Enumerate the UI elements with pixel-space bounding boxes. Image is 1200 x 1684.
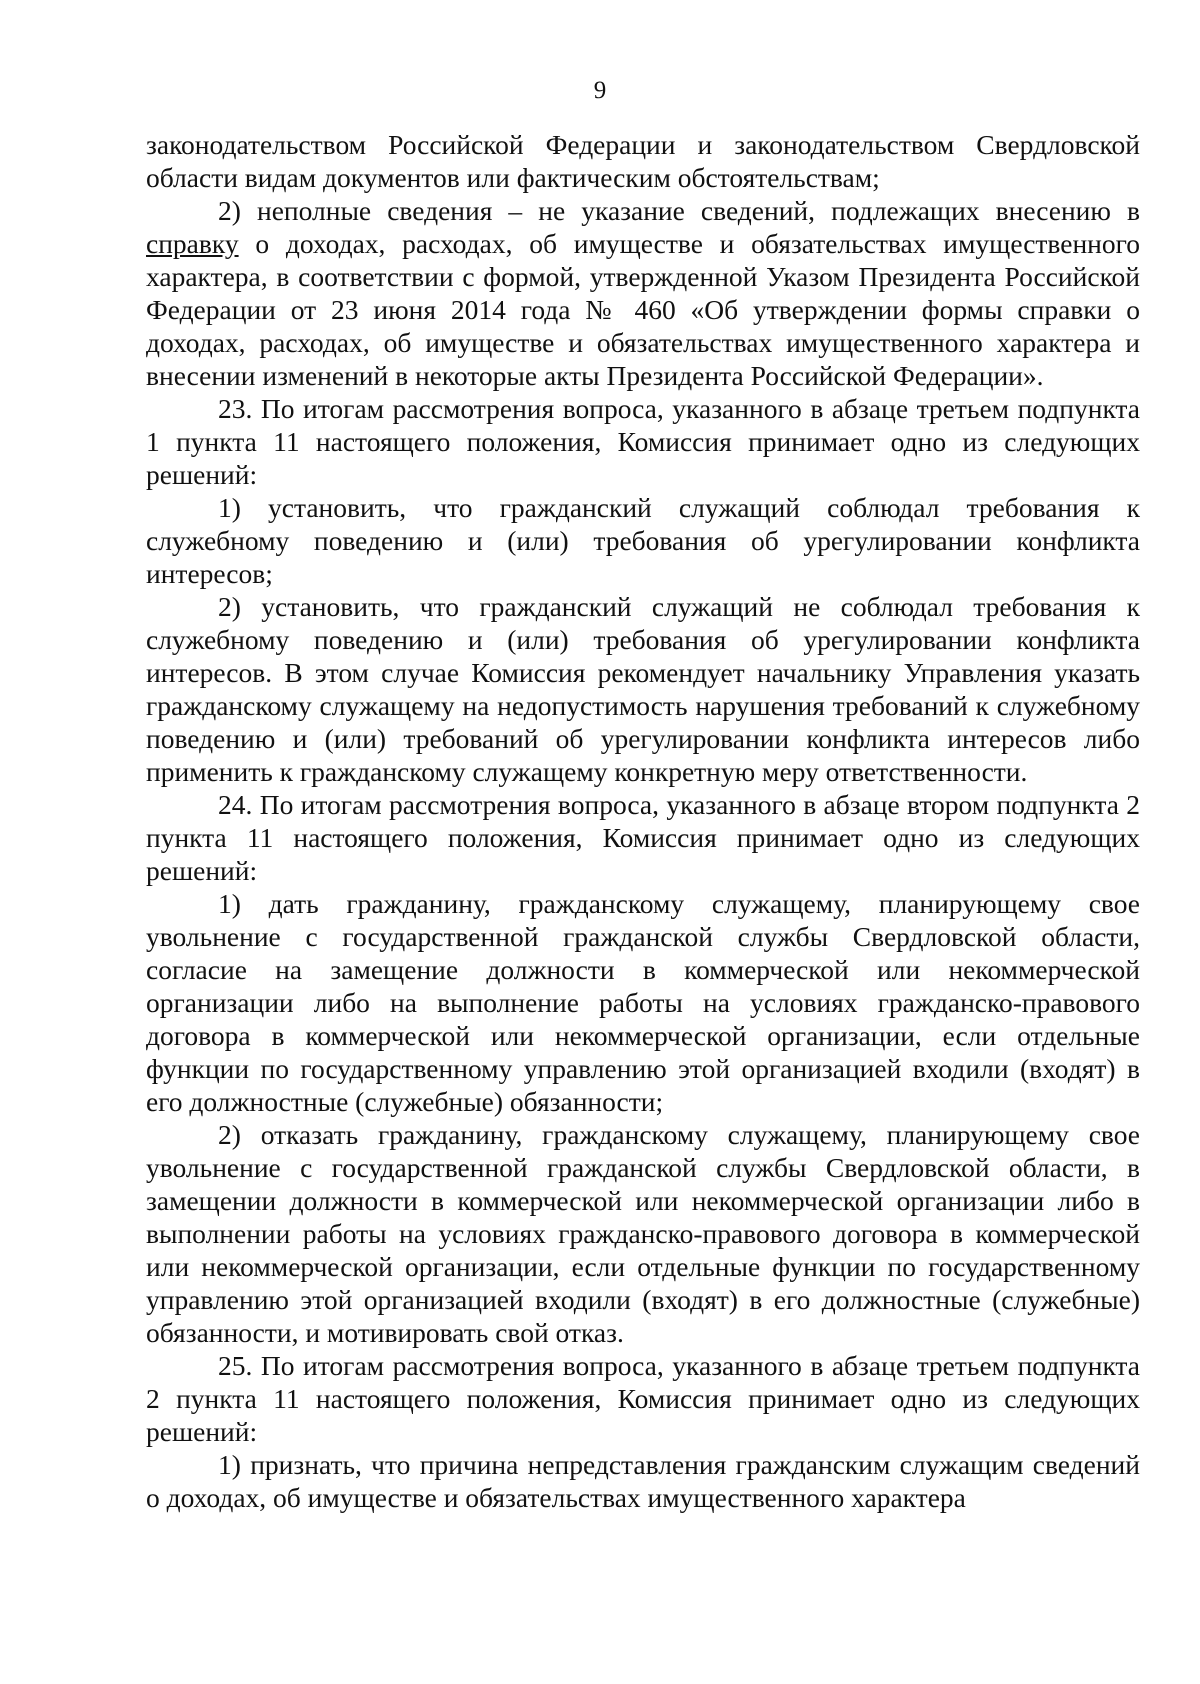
paragraph-item-24-1 xyxy=(146,887,1140,1118)
paragraph-text: 2) отказать гражданину, гражданскому служащему, планирующему свое увольнение с государственной гражданской службы Свердловской области, в замещении должности в коммерческой или некоммерческой организации либо в выполнении работы на условиях гражданско-правового договора в коммерческой или некоммерческой организации, если отдельные функции по государственному управлению этой организацией входили (входят) в его должностные (служебные) обязанности, и мотивировать свой отказ. xyxy=(146,1119,1140,1348)
paragraph-text: 1) дать гражданину, гражданскому служащему, планирующему свое увольнение с государственной гражданской службы Свердловской области, согласие на замещение должности в коммерческой или некоммерческой организации либо на выполнение работы на условиях гражданско-правового договора в коммерческой или некоммерческой организации, если отдельные функции по государственному управлению этой организацией входили (входят) в его должностные (служебные) обязанности; xyxy=(146,888,1140,1117)
paragraph-item-23 xyxy=(146,392,1140,491)
paragraph-text: о доходах, расходах, об имуществе и обязательствах имущественного характера, в соответствии с формой, утвержденной Указом Президента Российской Федерации от 23 июня 2014 года № 460 «Об утверждении формы справки о доходах, расходах, об имуществе и обязательствах имущественного характера и внесении изменений в некоторые акты Президента Российской Федерации». xyxy=(146,228,1140,391)
paragraph-text: 2) установить, что гражданский служащий не соблюдал требования к служебному поведению и (или) требования об урегулировании конфликта интересов. В этом случае Комиссия рекомендует начальнику Управления указать гражданскому служащему на недопустимость нарушения требований к служебному поведению и (или) требований об урегулировании конфликта интересов либо применить к гражданскому служащему конкретную меру ответственности. xyxy=(146,591,1140,787)
page-number: 9 xyxy=(593,77,607,104)
paragraph-text: 24. По итогам рассмотрения вопроса, указанного в абзаце втором подпункта 2 пункта 11 настоящего положения, Комиссия принимает одно из следующих решений: xyxy=(146,789,1140,886)
paragraph-item-25-1 xyxy=(146,1448,1140,1514)
paragraph-text: 23. По итогам рассмотрения вопроса, указанного в абзаце третьем подпункта 1 пункта 11 настоящего положения, Комиссия принимает одно из следующих решений: xyxy=(146,393,1140,490)
paragraph-item-25 xyxy=(146,1349,1140,1448)
paragraph-text: 25. По итогам рассмотрения вопроса, указанного в абзаце третьем подпункта 2 пункта 11 настоящего положения, Комиссия принимает одно из следующих решений: xyxy=(146,1350,1140,1447)
paragraph-text: 2) неполные сведения – не указание сведений, подлежащих внесению в xyxy=(218,195,1140,226)
paragraph-continuation xyxy=(146,128,1140,194)
paragraph-item-24 xyxy=(146,788,1140,887)
paragraph-item-23-2 xyxy=(146,590,1140,788)
paragraph-item-24-2 xyxy=(146,1118,1140,1349)
paragraph-incomplete-info xyxy=(146,194,1140,392)
paragraph-text: 1) установить, что гражданский служащий соблюдал требования к служебному поведению и (или) требования об урегулировании конфликта интересов; xyxy=(146,492,1140,589)
spravka-link[interactable]: справку xyxy=(146,228,239,259)
paragraph-text: законодательством Российской Федерации и законодательством Свердловской области видам документов или фактическим обстоятельствам; xyxy=(146,129,1140,193)
paragraph-text: 1) признать, что причина непредставления гражданским служащим сведений о доходах, об имуществе и обязательствах имущественного характера xyxy=(146,1449,1140,1513)
document-body xyxy=(146,128,1140,1514)
paragraph-item-23-1 xyxy=(146,491,1140,590)
